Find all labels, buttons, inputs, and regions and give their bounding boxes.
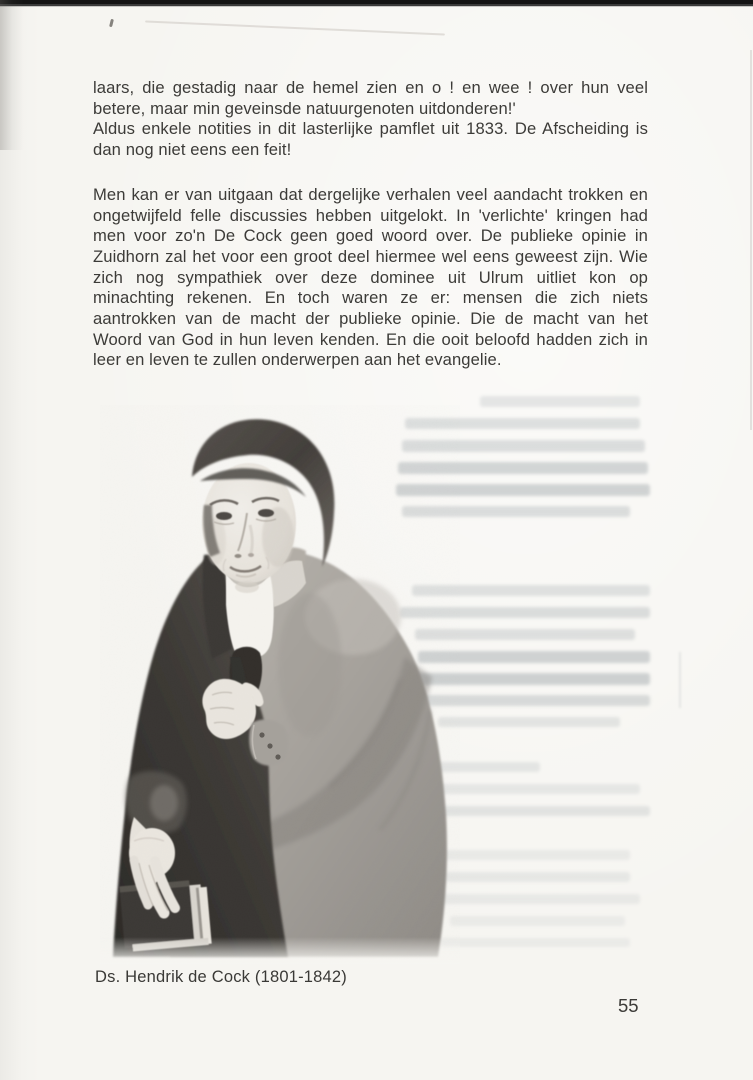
bleed-through-line	[445, 872, 630, 882]
page-number: 55	[618, 995, 639, 1016]
scan-scratch	[145, 20, 445, 35]
scan-edge-left	[0, 0, 26, 150]
figure-fade	[100, 937, 460, 965]
bleed-through-line	[438, 717, 620, 727]
paragraph-1: laars, die gestadig naar de hemel zien en o ! en wee ! over hun veel betere, maar min geveinsde natuurgenoten uitdonderen!'	[93, 78, 648, 118]
paragraph-3: Men kan er van uitgaan dat dergelijke verhalen veel aandacht trokken en ongetwijfeld felle discussies hebben uitgelokt. In 'verlichte' kringen had men voor zo'n De Cock geen goed woord over. De publieke opinie in Zuidhorn zal het voor een groot deel hiermee wel eens geweest zijn. Wie zich nog sympathiek over deze dominee uit Ulrum uitliet kon op minachting rekenen. En toch waren ze er: mensen die zich niets aantrokken van de macht der publieke opinie. Die de macht van het Woord van God in hun leven kenden. En die ooit beloofd hadden zich in leer en leven te zullen onderwerpen aan het evangelie.	[93, 184, 648, 370]
scan-edge-top	[0, 0, 753, 7]
bleed-through-line	[440, 938, 630, 947]
bleed-through-line	[450, 916, 625, 926]
bleed-through-line	[435, 894, 640, 904]
bleed-through-line	[480, 396, 640, 407]
body-text	[93, 78, 648, 371]
paragraph-2: Aldus enkele notities in dit lasterlijke pamflet uit 1833. De Afscheiding is dan nog niet eens een feit!	[93, 119, 648, 160]
bleed-through-line	[430, 850, 630, 860]
scan-edge-right	[750, 50, 752, 430]
portrait-illustration	[100, 405, 460, 965]
paper-grain	[100, 405, 460, 965]
bleed-through-mark	[679, 652, 681, 708]
scan-speck	[109, 19, 114, 27]
illustration-caption: Ds. Hendrik de Cock (1801-1842)	[95, 968, 347, 986]
